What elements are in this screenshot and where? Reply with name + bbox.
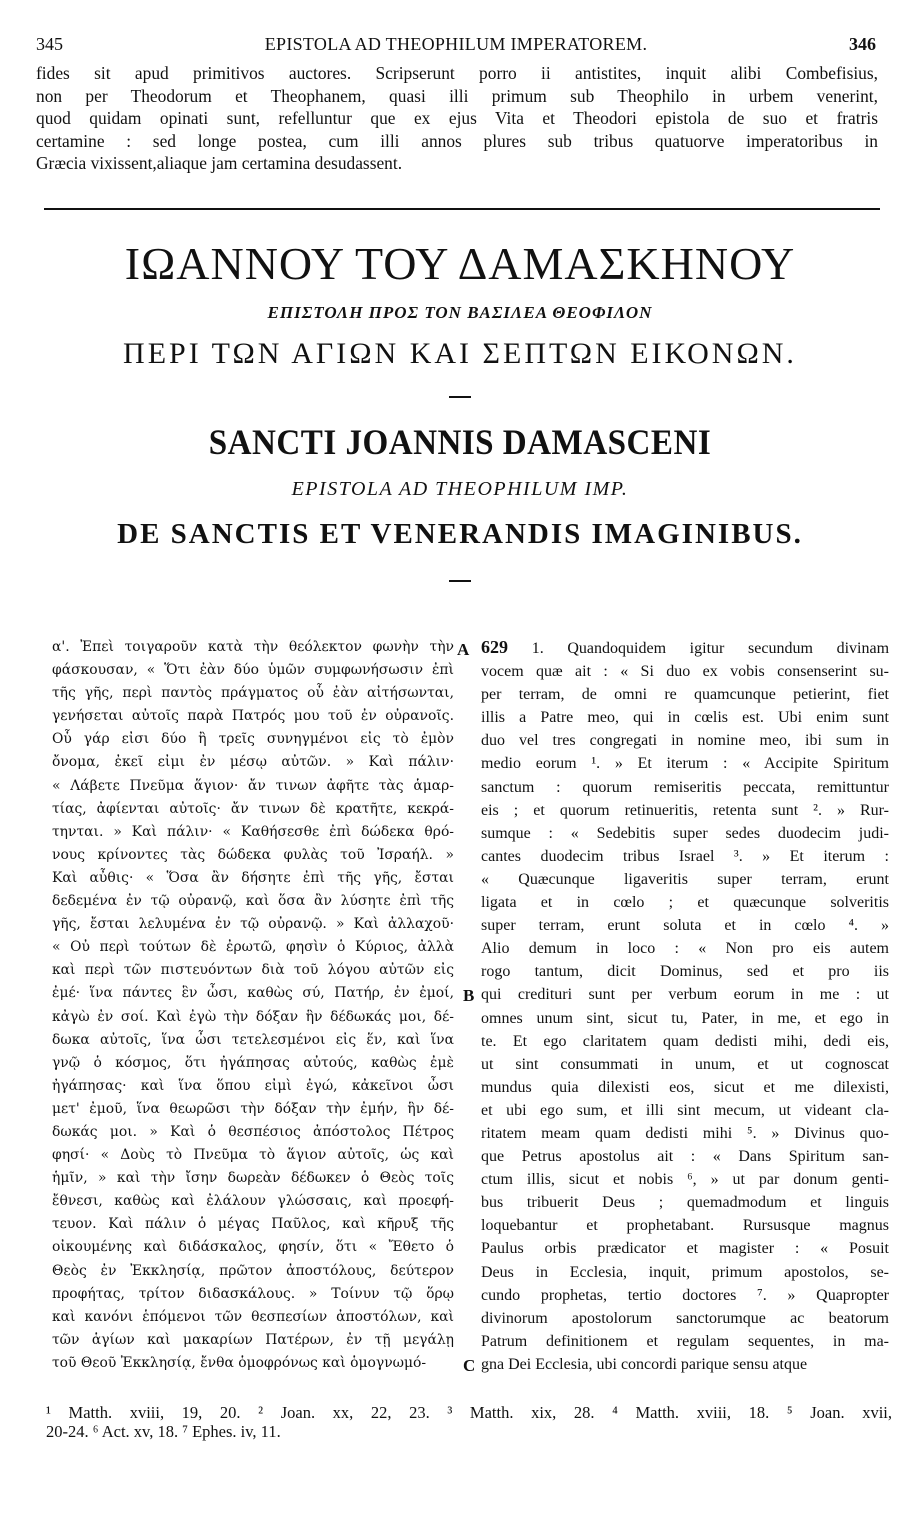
latin-line: cundo prophetas, tertio doctores ⁷. » Quapropter	[481, 1286, 889, 1304]
margin-marker-b: B	[463, 986, 475, 1005]
latin-line: ritatem meam quam dedisti mihi ⁵. » Divinus quo-	[481, 1124, 889, 1142]
greek-line: προφήτας, τρίτον διδασκάλους. » Τοίνυν τῷ ὅρῳ	[52, 1285, 454, 1302]
greek-line: ὄνομα, ἐκεῖ εἰμι ἐν μέσῳ αὐτῶν. » Καὶ πάλιν·	[52, 754, 454, 771]
greek-line: γῆς, ἔσται λελυμένα ἐν τῷ οὐρανῷ. » Καὶ ἀλλαχοῦ·	[52, 916, 454, 933]
latin-line: Alio demum in loco : « Non pro eis autem	[481, 940, 889, 958]
greek-line: « Λάβετε Πνεῦμα ἅγιον· ἄν τινων ἀφῆτε τὰς ἁμαρ-	[52, 777, 454, 794]
greek-line: δεδεμένα ἐν τῷ οὐρανῷ, καὶ ὅσα ἂν λύσητε ἐπὶ τῆς	[52, 893, 454, 910]
greek-column	[52, 636, 454, 1375]
latin-line: te. Et ego claritatem quam dedisti mihi, dedi eis,	[481, 1032, 889, 1050]
latin-line: duo vel tres congregati in nomine meo, ibi sum in	[481, 732, 889, 750]
latin-first-line	[481, 636, 889, 660]
greek-line: α'. Ἐπεὶ τοιγαροῦν κατὰ τὴν θεόλεκτον φωνὴν τὴν	[52, 639, 454, 655]
greek-line: τοῦ Θεοῦ Ἐκκλησίᾳ, ἔνθα ὁμοφρόνως καὶ ὁμογνωμό-	[52, 1354, 427, 1371]
margin-marker-c: C	[463, 1356, 476, 1375]
running-title: EPISTOLA AD THEOPHILUM IMPERATOREM.	[264, 34, 648, 54]
greek-subtitle: ΕΠΙΣΤΟΛΗ ΠΡΟΣ ΤΟΝ ΒΑΣΙΛΕΑ ΘΕΟΦΙΛΟΝ	[267, 303, 653, 322]
footnote-line: 20-24. ⁶ Act. xv, 18. ⁷ Ephes. iv, 11.	[46, 1422, 281, 1441]
greek-line: γενήσεται αὐτοῖς παρὰ Πατρός μου τοῦ ἐν οὐρανοῖς.	[52, 708, 454, 725]
greek-line: δωκα αὐτοῖς, ἵνα ὦσι τετελεσμένοι εἰς ἕν, καὶ ἵνα	[52, 1031, 454, 1048]
greek-line: καὶ κανόνι ἑπόμενοι τῶν θεσπεσίων ἀποστόλων, καὶ	[52, 1308, 454, 1325]
margin-marker-a: A	[457, 640, 470, 659]
greek-line: ἔθνεσι, καθὼς καὶ ἐλάλουν γλώσσαις, καὶ προεφή-	[52, 1193, 454, 1210]
footnote-line: ¹ Matth. xviii, 19, 20. ² Joan. xx, 22, 23. ³ Matth. xix, 28. ⁴ Matth. xviii, 18. ⁵ Joan. xvii,	[46, 1403, 892, 1422]
greek-line: οἰκουμένης καὶ διδάσκαλος, φησίν, ὅτι « Ἔθετο ὁ	[52, 1239, 454, 1256]
latin-line: vocem quæ ait : « Si duo ex vobis consenserint su-	[481, 663, 889, 681]
greek-line: ἡμῖν, » καὶ τὴν ἴσην δωρεὰν δέδωκεν ὁ Θεὸς τοῖς	[52, 1170, 454, 1187]
latin-column	[481, 636, 889, 1376]
intro-line: Græcia vixissent,aliaque jam certamina desudassent.	[36, 153, 403, 173]
intro-line: fides sit apud primitivos auctores. Scripserunt porro ii antistites, inquit alibi Combefisius,	[36, 63, 878, 83]
greek-author-title: ΙΩΑΝΝΟΥ ΤΟΥ ΔΑΜΑΣΚΗΝΟΥ	[124, 238, 796, 289]
section-rule	[44, 208, 880, 210]
greek-line: Οὗ γάρ εἰσι δύο ἢ τρεῖς συνηγμένοι εἰς τὸ ἐμὸν	[52, 731, 454, 748]
latin-line: per terram, de omni re quamcunque petierint, fiet	[481, 686, 889, 704]
intro-line: non per Theodorum et Theophanem, quasi illi primum sub Theophilo in urbem venerint,	[36, 85, 878, 106]
latin-line: eis ; et quorum retinueritis, retenta sunt ². » Rur-	[481, 801, 889, 819]
latin-line: ligata et in cœlo ; et quæcunque solveritis	[481, 894, 889, 912]
latin-line: medio eorum ¹. » Et iterum : « Accipite Spiritum	[481, 755, 889, 773]
greek-line: ἐμέ· ἵνα πάντες ἓν ὦσι, καθὼς σύ, Πατήρ, ἐν ἐμοί,	[52, 985, 454, 1002]
page-number-right: 346	[849, 34, 876, 54]
greek-topic-title: ΠΕΡΙ ΤΩΝ ΑΓΙΩΝ ΚΑΙ ΣΕΠΤΩΝ ΕΙΚΟΝΩΝ.	[123, 337, 797, 370]
greek-line: φάσκουσαν, « Ὅτι ἐὰν δύο ὑμῶν συμφωνήσωσιν ἐπὶ	[52, 662, 454, 679]
latin-line: et ubi ego sum, et illi sint mecum, ut videant cla-	[481, 1101, 889, 1119]
intro-paragraph	[36, 62, 878, 175]
footnotes	[46, 1403, 892, 1441]
latin-line: gna Dei Ecclesia, ubi concordi parique sensu atque	[481, 1355, 808, 1373]
column-number: 629	[481, 637, 508, 657]
page-number-left: 345	[36, 34, 63, 54]
greek-line: τευον. Καὶ πάλιν ὁ μέγας Παῦλος, καὶ κῆρυξ τῆς	[52, 1216, 454, 1233]
running-head	[36, 34, 876, 56]
latin-line: sumque : « Sedebitis super sedes duodecim judi-	[481, 824, 889, 842]
latin-line: mundus quia dilexisti eos, sicut et me dilexisti,	[481, 1078, 889, 1096]
latin-line: omnes unum sint, sicut tu, Pater, in me, et ego in	[481, 1009, 889, 1027]
title-dash	[449, 396, 471, 398]
latin-line: rogo tantum, dicit Dominus, sed et pro iis	[481, 963, 889, 981]
latin-line: super terram, erunt soluta et in cœlo ⁴. »	[481, 917, 889, 935]
title-block	[30, 236, 890, 582]
latin-line: divinorum apostolorum sanctorumque ac beatorum	[481, 1309, 889, 1327]
latin-first-line-text: 1. Quandoquidem igitur secundum divinam	[531, 640, 890, 657]
latin-line: que Petrus apostolus ait : « Dans Spiritum san-	[481, 1148, 889, 1166]
greek-line: Καὶ αὖθις· « Ὅσα ἂν δήσητε ἐπὶ τῆς γῆς, ἔσται	[52, 869, 454, 886]
latin-topic-title: DE SANCTIS ET VENERANDIS IMAGINIBUS.	[117, 518, 803, 550]
greek-line: φησί· « Δοὺς τὸ Πνεῦμα τὸ ἅγιον αὐτοῖς, ὡς καὶ	[52, 1147, 454, 1164]
latin-line: ut sint consummati in unum, et ut cognoscat	[481, 1055, 889, 1073]
greek-line: « Οὐ περὶ τούτων δὲ ἐρωτῶ, φησὶν ὁ Κύριος, ἀλλὰ	[52, 939, 454, 956]
latin-author-title: SANCTI JOANNIS DAMASCENI	[208, 422, 712, 462]
greek-line: μετ' ἐμοῦ, ἵνα θεωρῶσι τὴν δόξαν τὴν ἐμήν, ἣν δέ-	[52, 1100, 454, 1117]
greek-line: Θεὸς ἐν Ἐκκλησίᾳ, πρῶτον ἀποστόλους, δεύτερον	[52, 1262, 454, 1279]
latin-line: ctum illis, sicut et nobis ⁶, » ut par donum genti-	[481, 1171, 889, 1189]
latin-line: bus tribuerit Deus ; quemadmodum et linguis	[481, 1194, 889, 1212]
greek-line: τίας, ἀφίενται αὐτοῖς· ἄν τινων δὲ κρατῆτε, κεκρά-	[52, 800, 454, 817]
greek-line: δωκάς μοι. » Καὶ ὁ θεσπέσιος ἀπόστολος Πέτρος	[52, 1123, 454, 1140]
intro-line: certamine : sed longe postea, cum illi annos plures sub tribus quatuorve imperatoribus in	[36, 130, 878, 151]
latin-line: cantes duodecim tribus Israel ³. » Et iterum :	[481, 847, 889, 865]
greek-line: νους κρίνοντες τὰς δώδεκα φυλὰς τοῦ Ἰσραήλ. »	[52, 846, 454, 863]
greek-line: καὶ περὶ τῶν πιστευόντων διὰ τοῦ λόγου αὐτῶν εἰς	[52, 962, 454, 979]
latin-line: loquebantur et prophetabant. Rursusque magnus	[481, 1217, 889, 1235]
latin-line: illis a Patre meo, qui in cœlis est. Ubi enim sunt	[481, 709, 889, 727]
latin-line: Deus in Ecclesia, inquit, primum apostolos, se-	[481, 1263, 889, 1281]
latin-subtitle: EPISTOLA AD THEOPHILUM IMP.	[291, 478, 629, 500]
latin-line: « Quæcunque ligaveritis super terram, erunt	[481, 870, 889, 888]
title-dash	[449, 580, 471, 582]
greek-line: τῶν ἁγίων καὶ μακαρίων Πατέρων, ἐν τῇ μεγάλῃ	[52, 1331, 454, 1348]
latin-line: qui credituri sunt per verbum eorum in me : ut	[481, 986, 889, 1004]
latin-line: sanctum : quorum remiseritis peccata, remittuntur	[481, 778, 889, 796]
intro-line: quod quidam opinati sunt, refelluntur que ex ejus Vita et Theodori epistola de suo et fratris	[36, 108, 878, 128]
greek-line: ἠγάπησας· καὶ ἵνα ὅπου εἰμὶ ἐγώ, κἀκεῖνοι ὦσι	[52, 1077, 454, 1094]
greek-line: τῆς γῆς, περὶ παντὸς πράγματος οὗ ἐὰν αἰτήσωνται,	[52, 685, 454, 702]
latin-line: Patrum definitionem et regulam sequentes, in ma-	[481, 1332, 889, 1350]
latin-line: Paulus orbis prædicator et magister : « Posuit	[481, 1240, 889, 1258]
greek-line: κἀγὼ ἐν σοί. Καὶ ἐγὼ τὴν δόξαν ἣν δέδωκάς μοι, δέ-	[52, 1008, 454, 1025]
greek-line: τηνται. » Καὶ πάλιν· « Καθήσεσθε ἐπὶ δώδεκα θρό-	[52, 823, 454, 840]
greek-line: γνῷ ὁ κόσμος, ὅτι ἠγάπησας αὐτούς, καθὼς ἐμὲ	[52, 1054, 454, 1071]
